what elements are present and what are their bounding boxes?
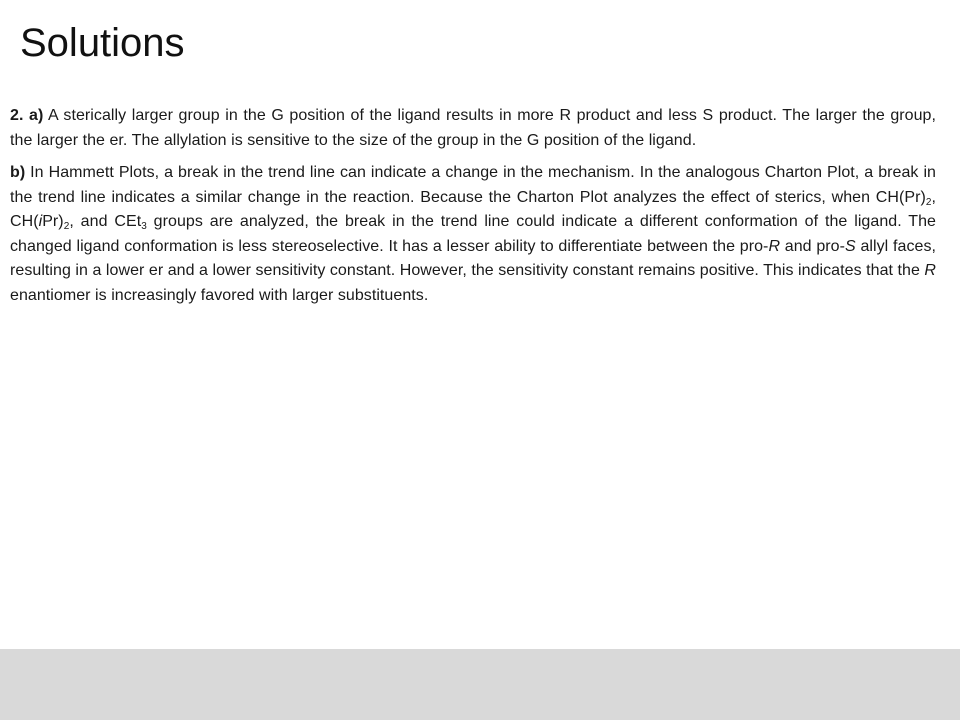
- part-b-text-5: groups are analyzed, the break in the trend line could indicate a different conformation of the ligand. The changed ligand conformation is less stereoselective. It has a lesser ability to differentiate between the pro-: [10, 213, 936, 255]
- italic-r-2: R: [924, 262, 937, 279]
- italic-i: i: [38, 213, 43, 230]
- part-b-text-7: allyl faces, resulting in a lower er and a lower sensitivity constant. However, the sensitivity constant remains positive. This indicates that the: [10, 237, 936, 279]
- subscript-3: 3: [141, 221, 147, 232]
- part-b-text-1: In Hammett Plots, a break in the trend line can indicate a change in the mechanism. In the analogous Charton Plot, a break in the trend line indicates a similar change in the reaction. Because the Charton Plot analyzes the effect of sterics, when CH(Pr): [10, 164, 936, 206]
- part-a-text: A sterically larger group in the G position of the ligand results in more R product and less S product. The larger the group, the larger the er. The allylation is sensitive to the size of the group in the G position of the ligand.: [10, 107, 936, 149]
- slide-title: Solutions: [20, 21, 185, 65]
- footer-band: [0, 649, 960, 720]
- italic-r: R: [768, 237, 781, 255]
- part-b-text-3: Pr): [42, 213, 64, 230]
- subscript-2b: 2: [63, 221, 70, 232]
- part-b-label: b): [10, 164, 26, 181]
- answer-part-b: [10, 161, 936, 308]
- part-b-text-6: and pro-: [780, 237, 845, 255]
- part-b-text-4: , and CEt: [69, 213, 142, 230]
- solution-body: [10, 104, 936, 316]
- part-b-text-8: enantiomer is increasingly favored with larger substituents.: [10, 286, 429, 304]
- italic-s: S: [845, 237, 856, 255]
- part-a-label: 2. a): [10, 107, 44, 124]
- answer-part-a: [10, 104, 936, 153]
- subscript-2: 2: [925, 196, 932, 208]
- part-b-text-2: , CH(: [10, 188, 936, 230]
